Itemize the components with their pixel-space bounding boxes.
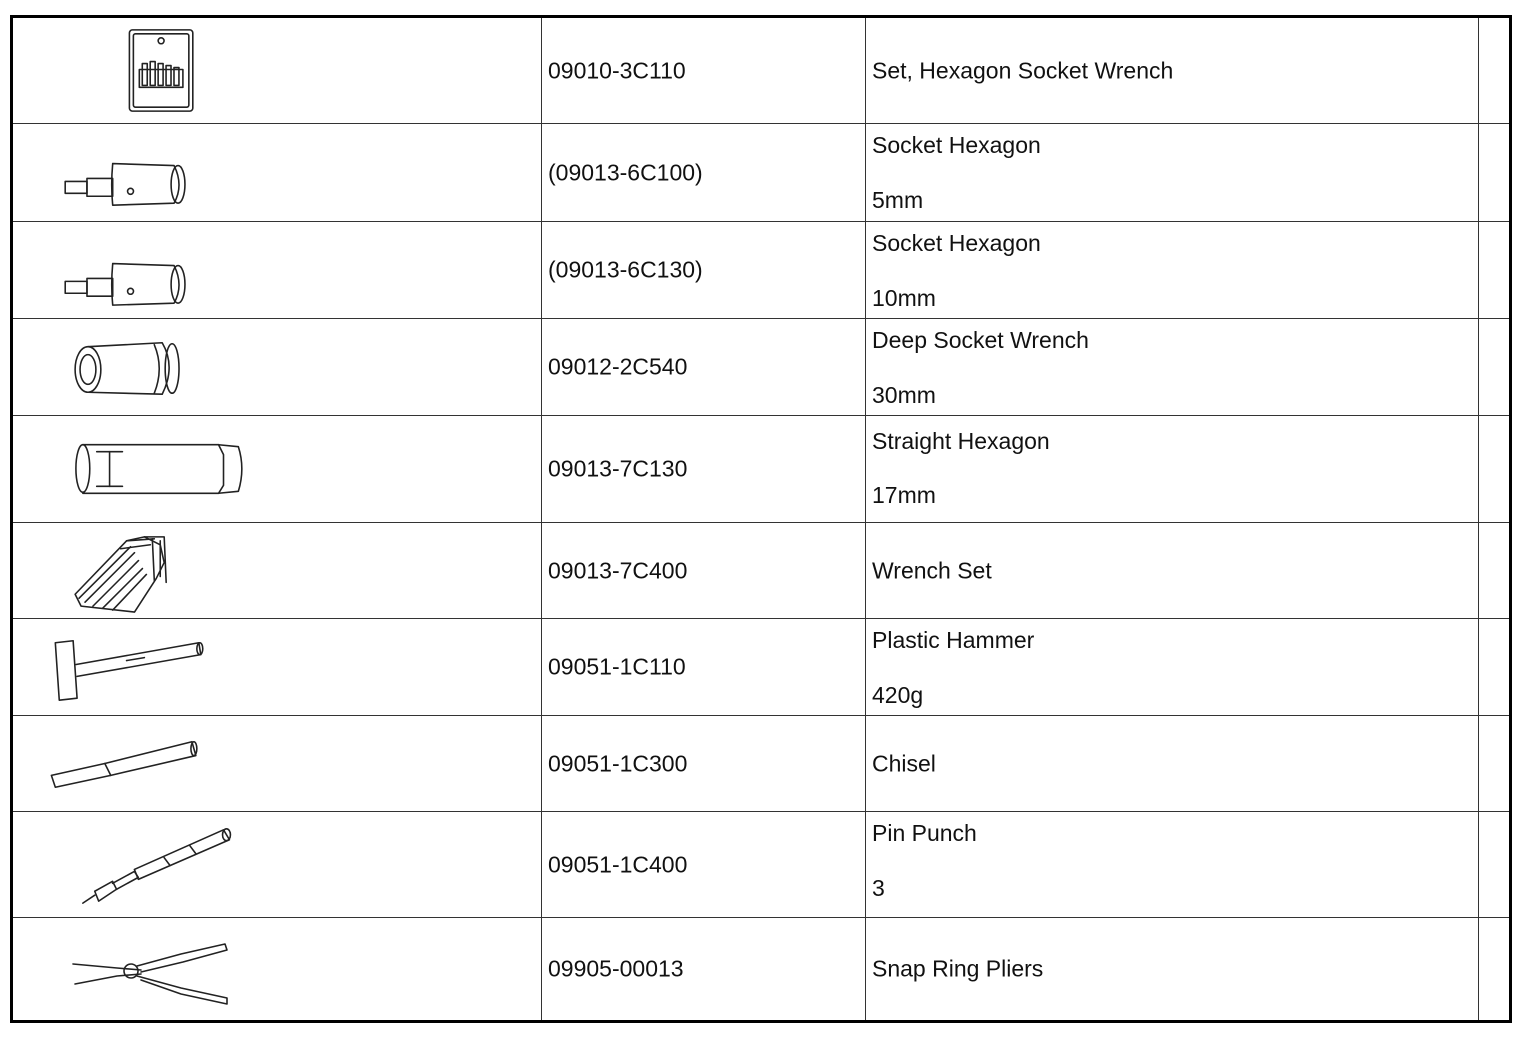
description-cell [866, 124, 1479, 221]
part-number-cell [542, 319, 866, 415]
straight-hex-socket-icon [13, 416, 542, 522]
hex-socket-bit-icon [13, 222, 542, 318]
description: Pin Punch [872, 820, 977, 846]
extra-cell [1479, 18, 1509, 123]
description: Socket Hexagon [872, 230, 1041, 256]
description-cell [866, 918, 1479, 1020]
part-number-cell [542, 812, 866, 917]
part-number-cell [542, 716, 866, 811]
image-cell [13, 319, 542, 415]
description-cell [866, 523, 1479, 618]
part-number: 09013-7C130 [548, 455, 688, 482]
size-spec: 5mm [872, 187, 924, 213]
image-cell [13, 222, 542, 318]
description-cell [866, 319, 1479, 415]
table-row [13, 18, 1509, 124]
table-row [13, 124, 1509, 222]
description: Snap Ring Pliers [872, 955, 1044, 982]
description-cell [866, 222, 1479, 318]
size-spec: 10mm [872, 285, 936, 311]
table-row [13, 416, 1509, 523]
image-cell [13, 619, 542, 715]
chisel-icon [13, 716, 542, 811]
extra-cell [1479, 416, 1509, 522]
image-cell [13, 918, 542, 1020]
hammer-icon [13, 619, 542, 715]
description: Wrench Set [872, 557, 992, 583]
part-number-cell [542, 619, 866, 715]
table-row [13, 619, 1509, 716]
description: Socket Hexagon [872, 132, 1041, 158]
image-cell [13, 18, 542, 123]
extra-cell [1479, 918, 1509, 1020]
special-tools-table [10, 15, 1512, 1023]
snap-ring-pliers-icon [13, 918, 542, 1020]
part-number-cell [542, 523, 866, 618]
description: Deep Socket Wrench [872, 327, 1089, 353]
image-cell [13, 716, 542, 811]
part-number-cell [542, 918, 866, 1020]
part-number-cell [542, 124, 866, 221]
extra-cell [1479, 319, 1509, 415]
size-spec: 420g [872, 682, 924, 708]
size-spec: 17mm [872, 482, 936, 508]
part-number: 09012-2C540 [548, 353, 688, 380]
description-cell [866, 18, 1479, 123]
table-row [13, 319, 1509, 416]
table-row [13, 812, 1509, 918]
hex-socket-set-icon [13, 18, 542, 123]
size-spec: 3 [872, 875, 885, 901]
description: Set, Hexagon Socket Wrench [872, 57, 1174, 83]
extra-cell [1479, 523, 1509, 618]
part-number: 09905-00013 [548, 955, 684, 982]
description-cell [866, 716, 1479, 811]
part-number-cell [542, 222, 866, 318]
table-row [13, 523, 1509, 619]
description: Plastic Hammer [872, 627, 1035, 653]
extra-cell [1479, 812, 1509, 917]
description-cell [866, 812, 1479, 917]
deep-socket-icon [13, 319, 542, 415]
extra-cell [1479, 716, 1509, 811]
image-cell [13, 416, 542, 522]
hex-socket-bit-icon [13, 124, 542, 221]
table-row [13, 716, 1509, 812]
image-cell [13, 812, 542, 917]
part-number: 09013-7C400 [548, 557, 688, 583]
part-number-cell [542, 18, 866, 123]
description: Straight Hexagon [872, 428, 1050, 454]
extra-cell [1479, 124, 1509, 221]
part-number: (09013-6C100) [548, 159, 703, 185]
description-cell [866, 416, 1479, 522]
part-number: (09013-6C130) [548, 256, 703, 283]
pin-punch-icon [13, 812, 542, 917]
size-spec: 30mm [872, 382, 936, 408]
part-number-cell [542, 416, 866, 522]
image-cell [13, 523, 542, 618]
description: Chisel [872, 750, 936, 776]
extra-cell [1479, 222, 1509, 318]
hex-key-set-icon [13, 523, 542, 618]
table-row [13, 918, 1509, 1020]
extra-cell [1479, 619, 1509, 715]
part-number: 09051-1C110 [548, 653, 686, 680]
part-number: 09010-3C110 [548, 57, 686, 83]
table-row [13, 222, 1509, 319]
image-cell [13, 124, 542, 221]
part-number: 09051-1C300 [548, 750, 688, 776]
description-cell [866, 619, 1479, 715]
part-number: 09051-1C400 [548, 851, 688, 877]
